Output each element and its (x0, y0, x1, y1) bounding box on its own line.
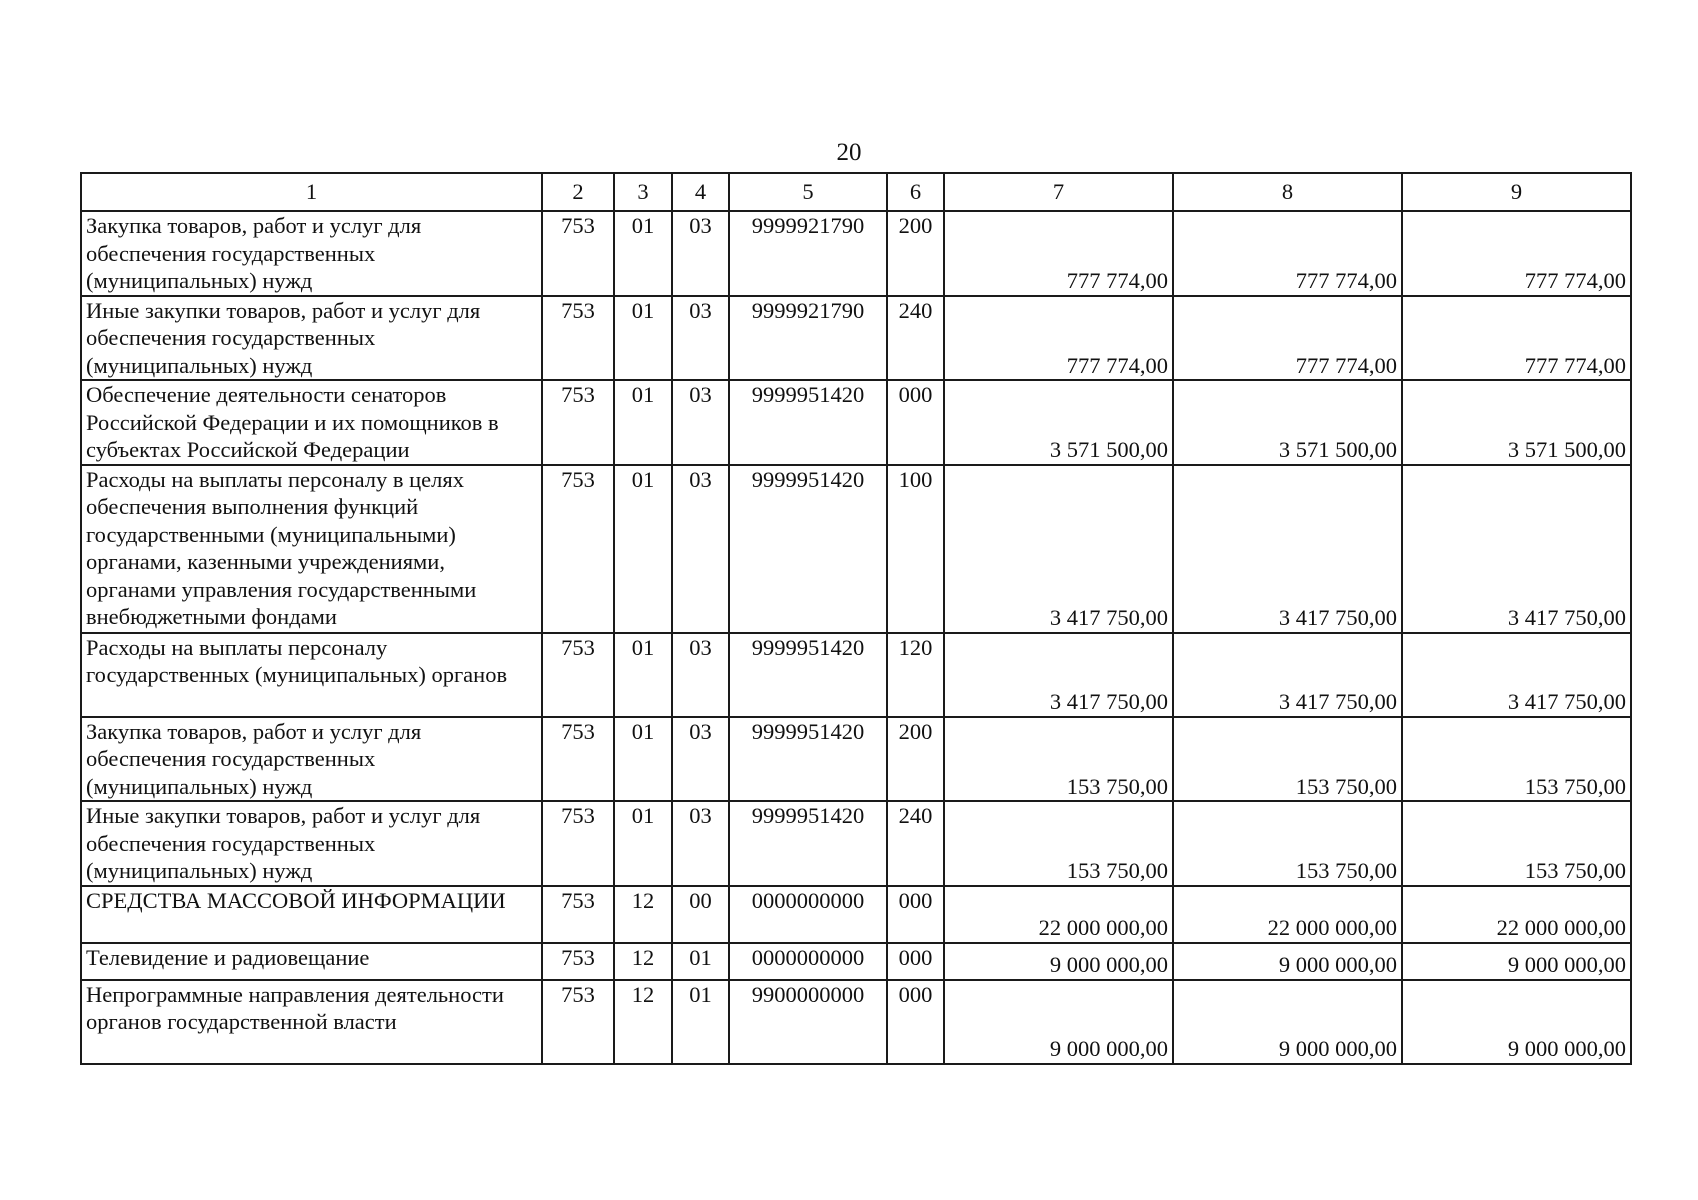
cell-amount: 3 417 750,00 (1173, 465, 1402, 633)
cell-amount: 153 750,00 (1402, 801, 1631, 886)
cell-code: 12 (614, 886, 672, 943)
cell-amount: 153 750,00 (1173, 717, 1402, 802)
cell-code: 0000000000 (729, 943, 887, 980)
row-name: Иные закупки товаров, работ и услуг для обеспечения государственных (муниципальных) нужд (81, 296, 542, 381)
cell-code: 03 (672, 801, 729, 886)
cell-code: 200 (887, 211, 944, 296)
cell-code: 200 (887, 717, 944, 802)
cell-amount: 3 417 750,00 (944, 465, 1173, 633)
cell-code: 753 (542, 717, 614, 802)
cell-code: 9999951420 (729, 465, 887, 633)
cell-code: 01 (614, 380, 672, 465)
cell-code: 01 (614, 633, 672, 717)
cell-amount: 3 571 500,00 (944, 380, 1173, 465)
cell-code: 753 (542, 886, 614, 943)
cell-code: 01 (614, 717, 672, 802)
cell-amount: 3 417 750,00 (944, 633, 1173, 717)
table-row (81, 211, 1631, 296)
cell-code: 000 (887, 980, 944, 1064)
cell-code: 00 (672, 886, 729, 943)
cell-amount: 153 750,00 (944, 717, 1173, 802)
cell-amount: 777 774,00 (944, 211, 1173, 296)
table-row (81, 465, 1631, 633)
cell-amount: 22 000 000,00 (1173, 886, 1402, 943)
cell-code: 000 (887, 380, 944, 465)
cell-code: 01 (672, 943, 729, 980)
cell-amount: 777 774,00 (944, 296, 1173, 381)
cell-amount: 777 774,00 (1402, 211, 1631, 296)
row-name: Телевидение и радиовещание (81, 943, 542, 980)
row-name: Обеспечение деятельности сенаторов Российской Федерации и их помощников в субъектах Российской Федерации (81, 380, 542, 465)
cell-code: 240 (887, 296, 944, 381)
cell-amount: 153 750,00 (944, 801, 1173, 886)
cell-code: 000 (887, 943, 944, 980)
cell-amount: 9 000 000,00 (944, 943, 1173, 980)
cell-code: 753 (542, 801, 614, 886)
cell-code: 753 (542, 943, 614, 980)
column-header: 6 (887, 173, 944, 211)
cell-code: 9999951420 (729, 633, 887, 717)
cell-code: 753 (542, 465, 614, 633)
cell-code: 01 (614, 465, 672, 633)
table-row (81, 943, 1631, 980)
cell-code: 01 (614, 211, 672, 296)
cell-code: 753 (542, 633, 614, 717)
cell-code: 000 (887, 886, 944, 943)
cell-code: 240 (887, 801, 944, 886)
cell-amount: 9 000 000,00 (1402, 943, 1631, 980)
table-row (81, 980, 1631, 1064)
cell-amount: 3 417 750,00 (1402, 465, 1631, 633)
cell-amount: 153 750,00 (1173, 801, 1402, 886)
table-row (81, 296, 1631, 381)
cell-amount: 9 000 000,00 (1402, 980, 1631, 1064)
cell-code: 753 (542, 980, 614, 1064)
cell-amount: 9 000 000,00 (1173, 943, 1402, 980)
table-row (81, 717, 1631, 802)
cell-code: 01 (672, 980, 729, 1064)
cell-code: 9999951420 (729, 717, 887, 802)
cell-code: 100 (887, 465, 944, 633)
cell-code: 9999951420 (729, 380, 887, 465)
column-header: 4 (672, 173, 729, 211)
column-number-header-row (81, 173, 1631, 211)
cell-code: 9999921790 (729, 296, 887, 381)
cell-code: 12 (614, 943, 672, 980)
table-row (81, 380, 1631, 465)
row-name: Иные закупки товаров, работ и услуг для обеспечения государственных (муниципальных) нужд (81, 801, 542, 886)
cell-amount: 777 774,00 (1402, 296, 1631, 381)
budget-table (80, 172, 1632, 1065)
cell-amount: 3 417 750,00 (1173, 633, 1402, 717)
row-name: Непрограммные направления деятельности органов государственной власти (81, 980, 542, 1064)
table-row (81, 801, 1631, 886)
cell-code: 01 (614, 296, 672, 381)
column-header: 9 (1402, 173, 1631, 211)
cell-code: 9999921790 (729, 211, 887, 296)
cell-amount: 777 774,00 (1173, 211, 1402, 296)
cell-code: 01 (614, 801, 672, 886)
cell-amount: 3 571 500,00 (1402, 380, 1631, 465)
cell-code: 03 (672, 717, 729, 802)
cell-amount: 9 000 000,00 (1173, 980, 1402, 1064)
column-header: 8 (1173, 173, 1402, 211)
cell-code: 03 (672, 380, 729, 465)
cell-amount: 22 000 000,00 (944, 886, 1173, 943)
column-header: 1 (81, 173, 542, 211)
cell-amount: 9 000 000,00 (944, 980, 1173, 1064)
row-name: Закупка товаров, работ и услуг для обеспечения государственных (муниципальных) нужд (81, 211, 542, 296)
cell-amount: 3 571 500,00 (1173, 380, 1402, 465)
table-row (81, 633, 1631, 717)
cell-code: 03 (672, 211, 729, 296)
cell-amount: 153 750,00 (1402, 717, 1631, 802)
cell-code: 12 (614, 980, 672, 1064)
row-name: Расходы на выплаты персоналу в целях обеспечения выполнения функций государственными (муниципальными) органами, казенными учреждениями, органами управления государственными внебюджетными фондами (81, 465, 542, 633)
cell-code: 0000000000 (729, 886, 887, 943)
cell-amount: 22 000 000,00 (1402, 886, 1631, 943)
cell-amount: 3 417 750,00 (1402, 633, 1631, 717)
row-name: Закупка товаров, работ и услуг для обеспечения государственных (муниципальных) нужд (81, 717, 542, 802)
cell-code: 120 (887, 633, 944, 717)
cell-code: 9999951420 (729, 801, 887, 886)
cell-code: 03 (672, 465, 729, 633)
row-name: СРЕДСТВА МАССОВОЙ ИНФОРМАЦИИ (81, 886, 542, 943)
cell-code: 9900000000 (729, 980, 887, 1064)
column-header: 7 (944, 173, 1173, 211)
cell-amount: 777 774,00 (1173, 296, 1402, 381)
page-number: 20 (836, 139, 862, 166)
cell-code: 753 (542, 211, 614, 296)
column-header: 5 (729, 173, 887, 211)
row-name: Расходы на выплаты персоналу государственных (муниципальных) органов (81, 633, 542, 717)
table-row (81, 886, 1631, 943)
column-header: 2 (542, 173, 614, 211)
cell-code: 03 (672, 296, 729, 381)
cell-code: 753 (542, 380, 614, 465)
column-header: 3 (614, 173, 672, 211)
cell-code: 753 (542, 296, 614, 381)
cell-code: 03 (672, 633, 729, 717)
